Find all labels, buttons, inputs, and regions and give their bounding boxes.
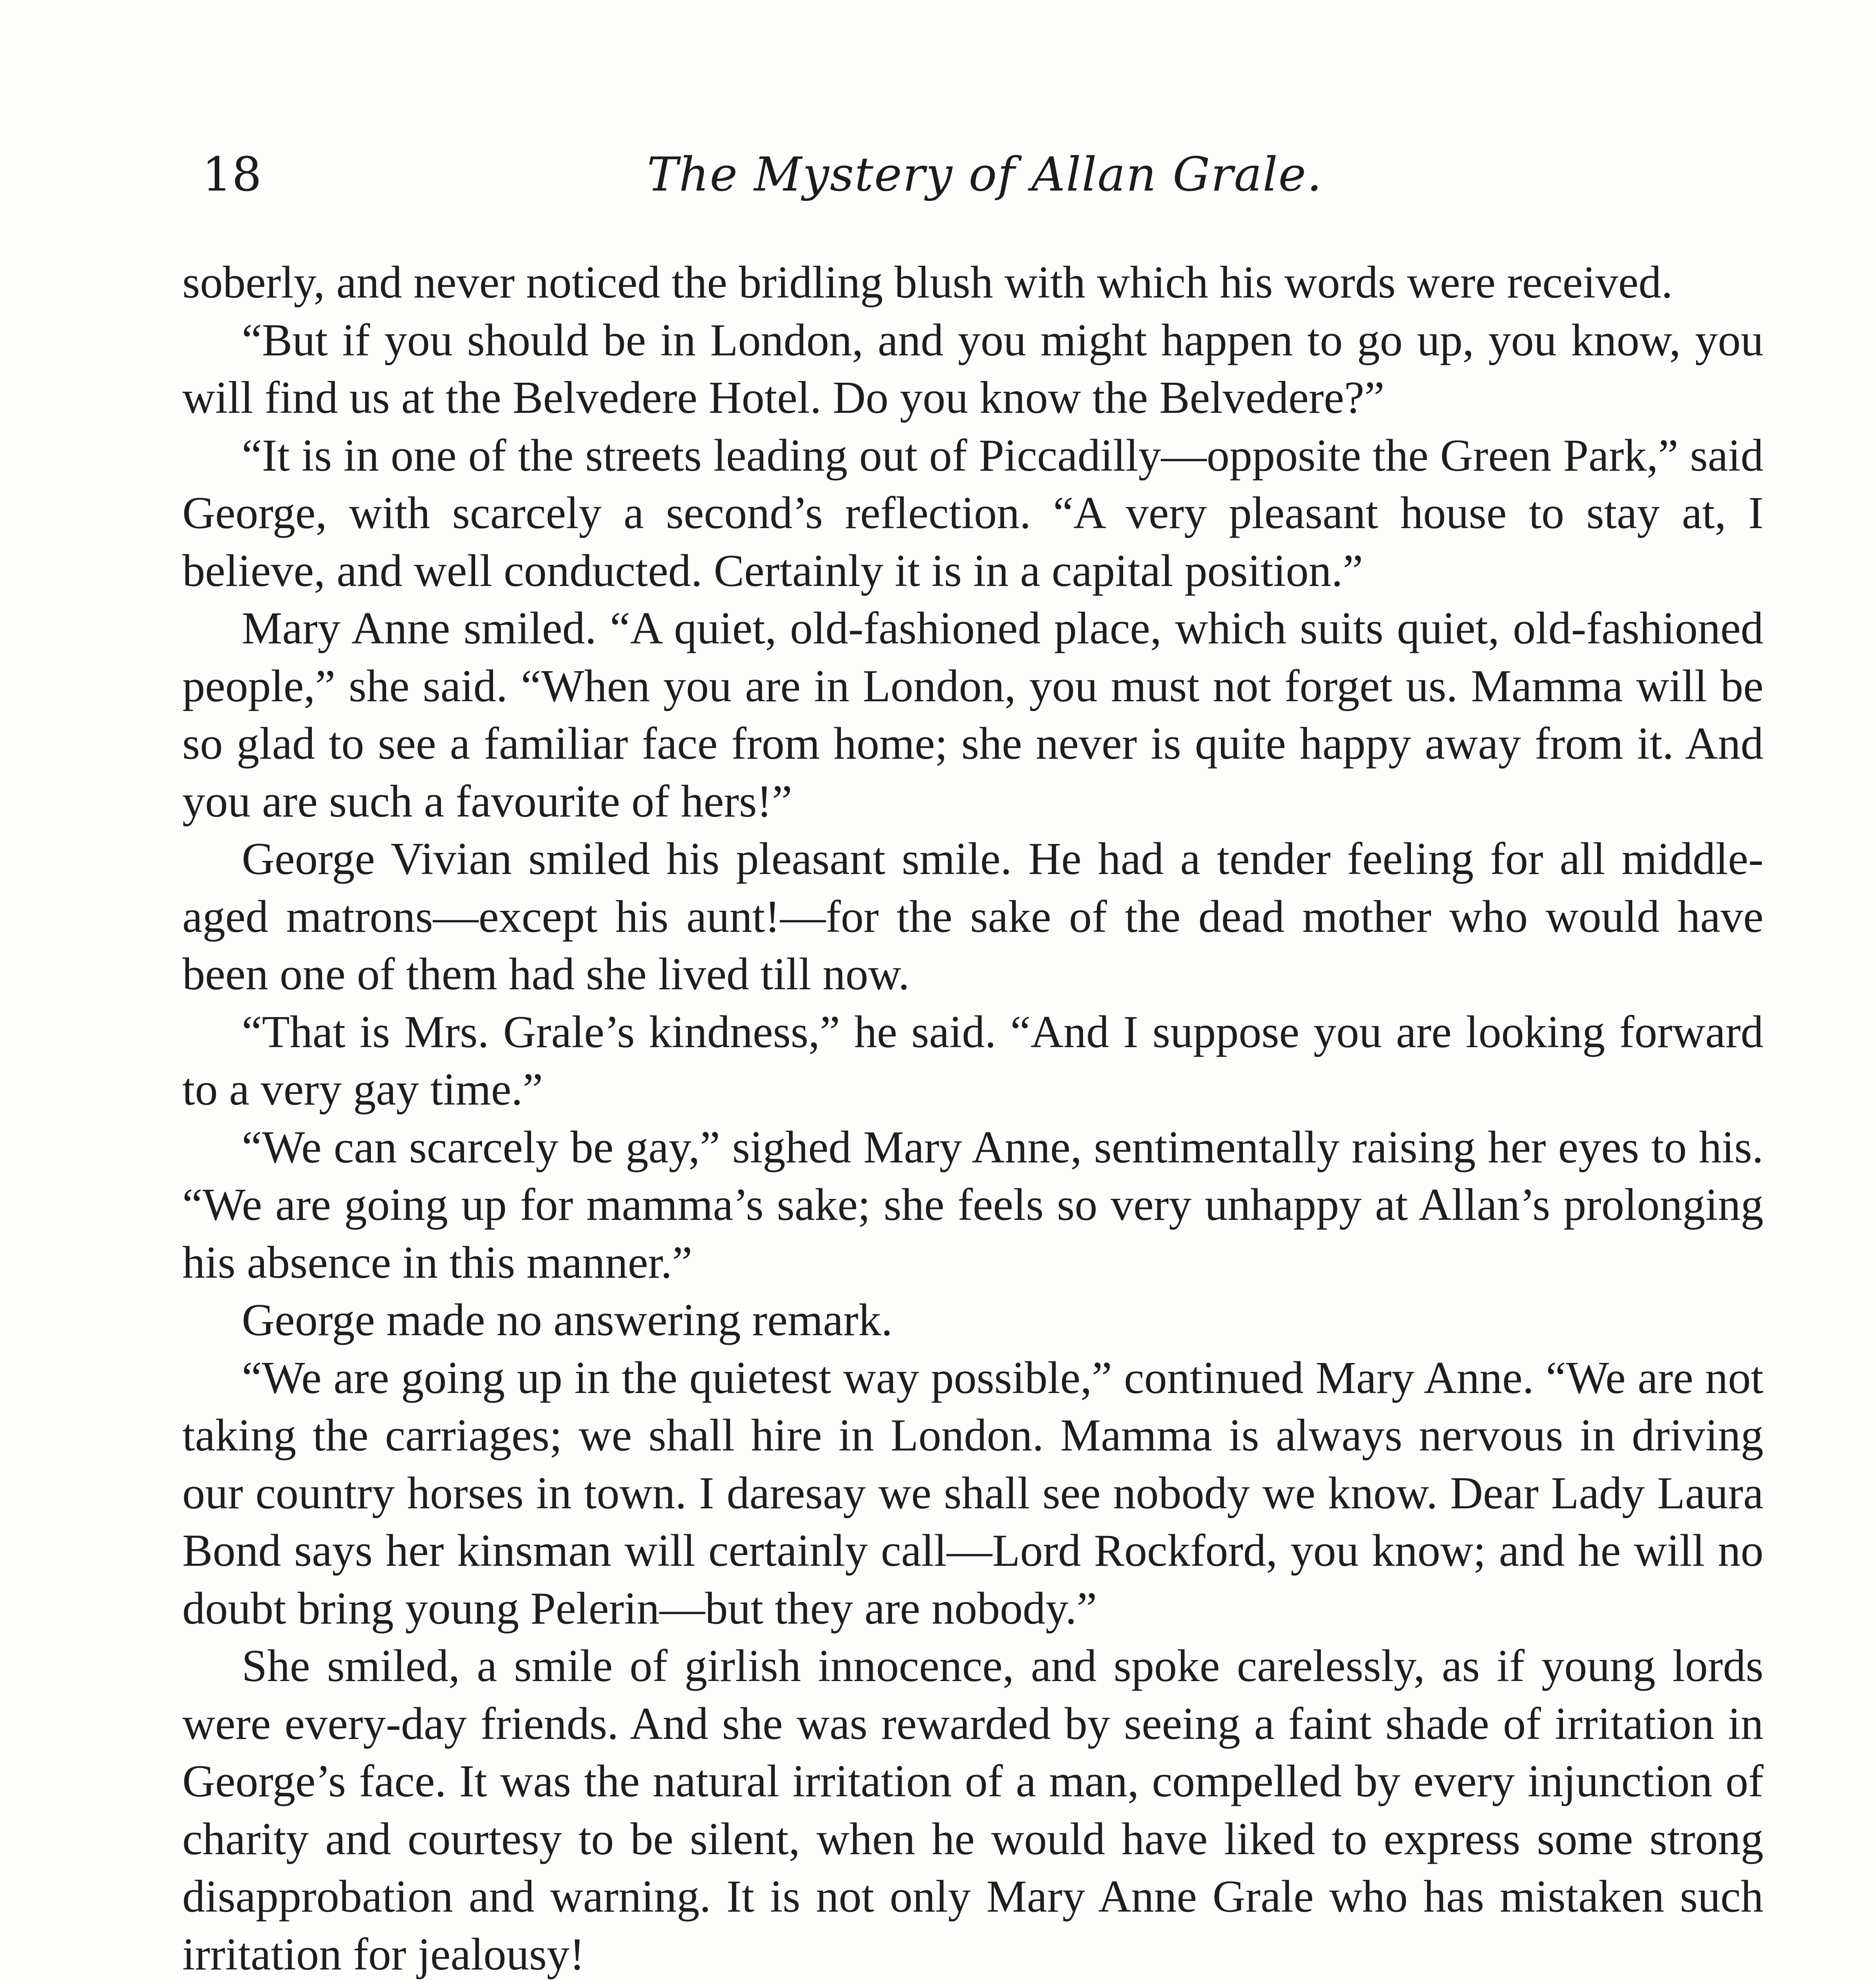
body-text — [182, 254, 1763, 1981]
page-number: 18 — [202, 147, 262, 202]
paragraph: George made no answering remark. — [242, 1295, 893, 1345]
running-title: The Mystery of Allan Grale. — [647, 147, 1323, 202]
paragraph: “We can scarcely be gay,” sighed Mary Anne, sentimentally raising her eyes to his. “We are going up for mamma’s sake; she feels so very unhappy at Allan’s prolonging his absence in this manner.” — [182, 1122, 1763, 1288]
paragraph: soberly, and never noticed the bridling blush with which his words were received. — [182, 257, 1673, 307]
paragraph: “That is Mrs. Grale’s kindness,” he said. “And I suppose you are looking forward to a very gay time.” — [182, 1006, 1763, 1115]
paragraph: “We are going up in the quietest way possible,” continued Mary Anne. “We are not taking the carriages; we shall hire in London. Mamma is always nervous in driving our country horses in town. I daresay we shall see nobody we know. Dear Lady Laura Bond says her kinsman will certainly call—Lord Rockford, you know; and he will no doubt bring young Pelerin—but they are nobody.” — [182, 1352, 1763, 1634]
paragraph: “But if you should be in London, and you might happen to go up, you know, you will find us at the Belvedere Hotel. Do you know the Belvedere?” — [182, 315, 1763, 423]
paragraph: She smiled, a smile of girlish innocence, and spoke carelessly, as if young lords were every-day friends. And she was rewarded by seeing a faint shade of irritation in George’s face. It was the natural irritation of a man, compelled by every injunction of charity and courtesy to be silent, when he would have liked to express some strong disapprobation and warning. It is not only Mary Anne Grale who has mistaken such irritation for jealousy! — [182, 1641, 1763, 1979]
paragraph: Mary Anne smiled. “A quiet, old-fashioned place, which suits quiet, old-fashioned people,” she said. “When you are in London, you must not forget us. Mamma will be so glad to see a familiar face from home; she never is quite happy away from it. And you are such a favourite of hers!” — [182, 603, 1763, 826]
paragraph: “It is in one of the streets leading out of Piccadilly—opposite the Green Park,” said George, with scarcely a second’s reflection. “A very pleasant house to stay at, I believe, and well conducted. Certainly it is in a capital position.” — [182, 430, 1763, 596]
page-header — [202, 135, 1767, 214]
paragraph: George Vivian smiled his pleasant smile. He had a tender feeling for all middle-aged matrons—except his aunt!—for the sake of the dead mother who would have been one of them had she lived till now. — [182, 834, 1763, 999]
